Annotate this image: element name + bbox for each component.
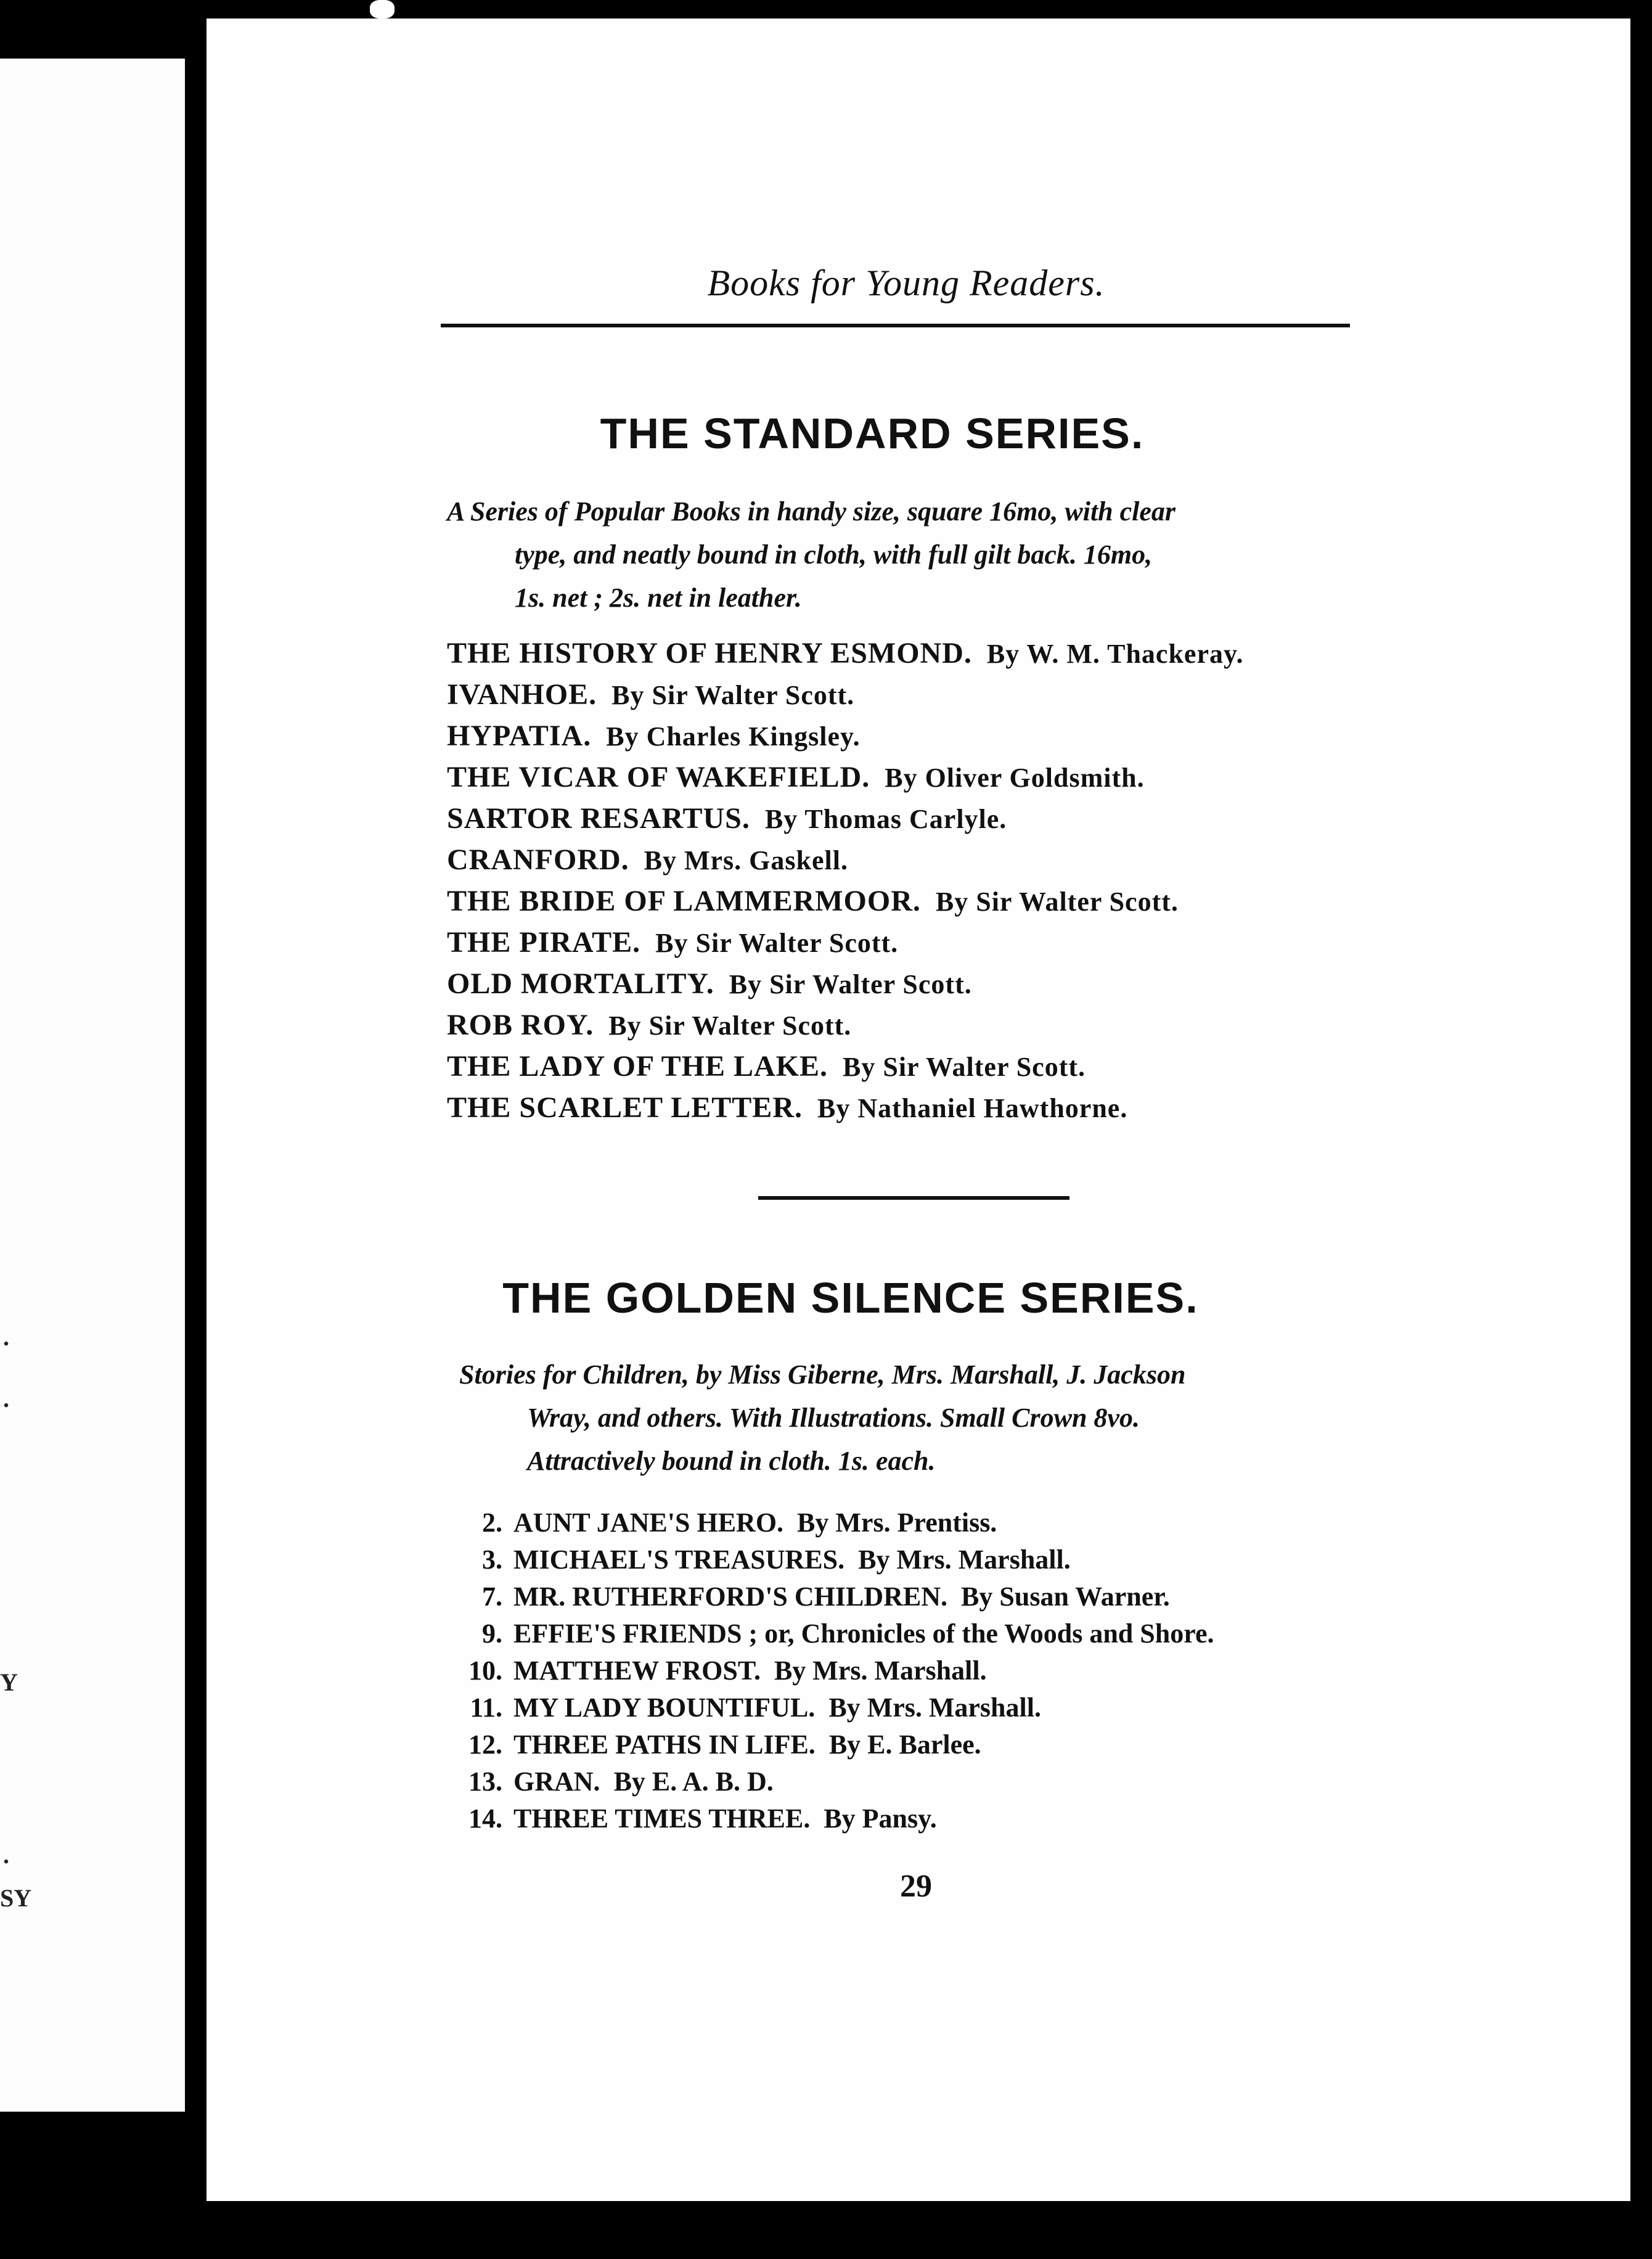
book-author: By Sir Walter Scott. (935, 887, 1179, 917)
item-number: 13. (468, 1766, 502, 1797)
list-item (447, 922, 1244, 963)
book-author: By Mrs. Marshall. (828, 1692, 1041, 1723)
book-author: By Mrs. Marshall. (858, 1544, 1071, 1575)
list-item (447, 963, 1244, 1004)
book-author: or, Chronicles of the Woods and Shore. (764, 1618, 1214, 1649)
book-author: By Mrs. Prentiss. (797, 1507, 997, 1538)
list-item (453, 1504, 1214, 1541)
page-number: 29 (900, 1869, 932, 1904)
book-author: By Thomas Carlyle. (764, 804, 1007, 834)
list-item (447, 880, 1244, 922)
item-number: 12. (468, 1729, 502, 1760)
paper-scrap (370, 0, 395, 18)
list-item (453, 1800, 1214, 1837)
list-item (453, 1615, 1214, 1652)
list-item (447, 674, 1244, 715)
list-item (453, 1541, 1214, 1578)
book-title: CRANFORD. (447, 843, 629, 876)
description-line: A Series of Popular Books in handy size, square 16mo, with clear (447, 496, 1176, 527)
list-item (453, 1652, 1214, 1689)
book-author: By W. M. Thackeray. (986, 639, 1244, 669)
book-author: By Mrs. Marshall. (774, 1655, 987, 1686)
book-author: By Sir Walter Scott. (655, 928, 899, 958)
book-author: By Nathaniel Hawthorne. (817, 1093, 1128, 1123)
book-author: By Oliver Goldsmith. (885, 763, 1145, 793)
facing-page-fragment: . (3, 1323, 9, 1351)
book-author: By Mrs. Gaskell. (644, 845, 848, 875)
book-author: By E. Barlee. (828, 1729, 981, 1760)
facing-page-fragment: . (3, 1385, 9, 1412)
book-author: By Sir Walter Scott. (608, 1011, 852, 1041)
item-number: 14. (468, 1803, 502, 1834)
standard-series-description (447, 490, 1176, 620)
book-title: EFFIE'S FRIENDS ; (513, 1618, 758, 1649)
book-title: THE HISTORY OF HENRY ESMOND. (447, 637, 972, 670)
book-title: THE BRIDE OF LAMMERMOOR. (447, 885, 921, 917)
section-divider (758, 1196, 1069, 1200)
book-title: OLD MORTALITY. (447, 967, 714, 1000)
item-number: 2. (482, 1507, 502, 1538)
book-author: By Sir Walter Scott. (729, 969, 972, 999)
header-rule (441, 324, 1350, 327)
book-author: By E. A. B. D. (613, 1766, 774, 1797)
book-title: THE SCARLET LETTER. (447, 1091, 803, 1124)
list-item (447, 1087, 1244, 1128)
facing-page-fragment: Y (0, 1668, 18, 1696)
list-item (447, 756, 1244, 798)
list-item (453, 1689, 1214, 1726)
book-title: ROB ROY. (447, 1009, 594, 1041)
facing-page-fragment: SY (0, 1884, 32, 1912)
facing-page-fragment: . (3, 1841, 9, 1869)
facing-page (0, 59, 185, 2112)
list-item (447, 839, 1244, 880)
list-item (447, 633, 1244, 674)
golden-silence-series-title: THE GOLDEN SILENCE SERIES. (502, 1274, 1199, 1322)
description-line: Wray, and others. With Illustrations. Small Crown 8vo. (527, 1403, 1140, 1433)
list-item (447, 798, 1244, 839)
list-item (453, 1578, 1214, 1615)
book-author: By Sir Walter Scott. (843, 1052, 1086, 1082)
description-line: Stories for Children, by Miss Giberne, Mrs. Marshall, J. Jackson (459, 1359, 1186, 1390)
golden-silence-series-list (453, 1504, 1214, 1837)
book-author: By Pansy. (824, 1803, 937, 1834)
book-title: THE LADY OF THE LAKE. (447, 1050, 828, 1083)
book-title: GRAN. (513, 1766, 600, 1797)
book-title: SARTOR RESARTUS. (447, 802, 750, 835)
book-title: MATTHEW FROST. (513, 1655, 761, 1686)
book-title: THREE PATHS IN LIFE. (513, 1729, 816, 1760)
book-title: AUNT JANE'S HERO. (513, 1507, 784, 1538)
standard-series-title: THE STANDARD SERIES. (600, 409, 1145, 457)
book-author: By Susan Warner. (961, 1581, 1170, 1612)
book-author: By Charles Kingsley. (606, 721, 861, 752)
book-title: HYPATIA. (447, 720, 592, 752)
book-title: MICHAEL'S TREASURES. (513, 1544, 845, 1575)
item-number: 9. (482, 1618, 502, 1649)
book-author: By Sir Walter Scott. (611, 680, 855, 710)
book-title: THE VICAR OF WAKEFIELD. (447, 761, 870, 793)
book-title: IVANHOE. (447, 678, 597, 711)
description-line: 1s. net ; 2s. net in leather. (515, 583, 802, 613)
description-line: Attractively bound in cloth. 1s. each. (527, 1446, 936, 1476)
book-title: THREE TIMES THREE. (513, 1803, 811, 1834)
list-item (447, 715, 1244, 756)
list-item (453, 1763, 1214, 1800)
list-item (447, 1004, 1244, 1046)
list-item (447, 1046, 1244, 1087)
book-title: MR. RUTHERFORD'S CHILDREN. (513, 1581, 948, 1612)
description-line: type, and neatly bound in cloth, with full gilt back. 16mo, (515, 539, 1153, 570)
item-number: 7. (482, 1581, 502, 1612)
running-head: Books for Young Readers. (707, 263, 1105, 303)
item-number: 3. (482, 1544, 502, 1575)
item-number: 10. (468, 1655, 502, 1686)
item-number: 11. (470, 1692, 502, 1723)
standard-series-list (447, 633, 1244, 1128)
book-title: THE PIRATE. (447, 926, 641, 959)
book-title: MY LADY BOUNTIFUL. (513, 1692, 816, 1723)
list-item (453, 1726, 1214, 1763)
golden-silence-series-description (459, 1353, 1185, 1483)
